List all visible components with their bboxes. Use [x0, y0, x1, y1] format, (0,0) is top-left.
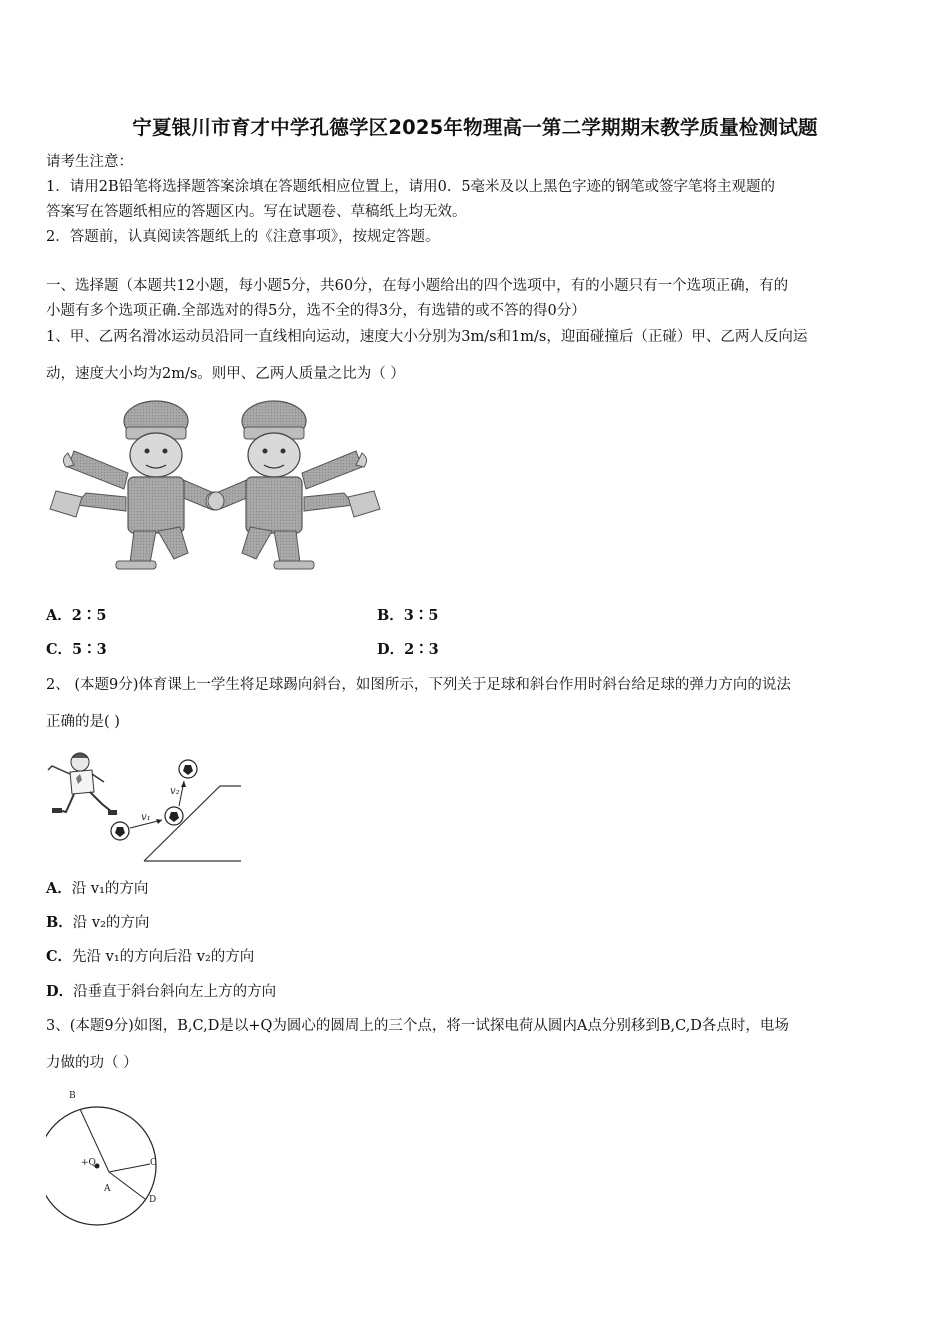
notice-line-3: 2．答题前，认真阅读答题纸上的《注意事项》，按规定答题。	[46, 229, 440, 245]
q2-option-c-key: C．	[46, 948, 73, 965]
q2-option-b	[46, 913, 149, 933]
q1-option-c-text: 5∶3	[72, 641, 107, 658]
label-b: B	[69, 1091, 76, 1101]
notice-line-2: 答案写在答题纸相应的答题区内。写在试题卷、草稿纸上均无效。	[46, 204, 467, 220]
q2-option-a-text: 沿 v₁的方向	[71, 881, 149, 897]
q2-option-d-text: 沿垂直于斜台斜向左上方的方向	[73, 984, 277, 1000]
section-line-2: 小题有多个选项正确.全部选对的得5分，选不全的得3分，有选错的或不答的得0分）	[46, 303, 586, 319]
q1-stem-line-2: 动，速度大小均为2m/s。则甲、乙两人质量之比为（ ）	[46, 366, 405, 382]
label-c: C	[150, 1158, 157, 1168]
q3-stem-line-1: 3、(本题9分)如图，B,C,D是以+Q为圆心的圆周上的三个点，将一试探电荷从圆内A点分别移到B,C,D各点时，电场	[46, 1018, 789, 1034]
q2-option-b-key: B．	[46, 914, 73, 931]
q1-option-a-text: 2∶5	[71, 607, 107, 624]
q3-stem-line-2: 力做的功（ ）	[46, 1055, 138, 1071]
circle-figure	[46, 1088, 166, 1230]
q2-stem-line-1: 2、 (本题9分)体育课上一学生将足球踢向斜台，如图所示，下列关于足球和斜台作用时斜台给足球的弹力方向的说法	[46, 677, 791, 693]
q1-option-b	[377, 606, 438, 626]
q1-option-b-text: 3∶5	[403, 607, 439, 624]
line-a-to-c	[109, 1164, 150, 1172]
q1-option-a	[46, 606, 106, 626]
v1-label: v₁	[141, 812, 151, 823]
skater-right	[208, 401, 380, 569]
q2-option-a	[46, 879, 148, 899]
q2-option-c	[46, 947, 254, 967]
skater-left	[50, 401, 222, 569]
q2-option-a-key: A．	[46, 880, 72, 897]
skaters-figure	[46, 393, 384, 581]
ramp-figure	[44, 748, 244, 866]
q2-option-d	[46, 982, 276, 1002]
q2-stem-line-2: 正确的是( )	[46, 714, 120, 730]
section-line-1: 一、选择题（本题共12小题，每小题5分，共60分，在每小题给出的四个选项中，有的小题只有一个选项正确，有的	[46, 278, 789, 294]
football-1	[111, 822, 129, 840]
notice-heading: 请考生注意：	[46, 154, 133, 170]
q2-option-c-text: 先沿 v₁的方向后沿 v₂的方向	[72, 949, 255, 965]
ramp-outline	[144, 786, 241, 861]
q1-option-c	[46, 640, 107, 660]
label-a: A	[104, 1184, 111, 1194]
q1-option-d-text: 2∶3	[404, 641, 439, 658]
label-d: D	[149, 1195, 157, 1205]
line-a-to-d	[109, 1172, 145, 1199]
q1-option-c-key: C．	[46, 641, 73, 658]
q1-stem-line-1: 1、甲、乙两名滑冰运动员沿同一直线相向运动，速度大小分别为3m/s和1m/s，迎面碰撞后（正碰）甲、乙两人反向运	[46, 329, 808, 345]
q2-option-d-key: D．	[46, 983, 74, 1000]
q1-option-d-key: D．	[377, 641, 405, 658]
label-plus-q: +Q	[81, 1158, 96, 1168]
kicking-student	[48, 753, 117, 815]
football-3	[179, 760, 197, 778]
notice-line-1: 1．请用2B铅笔将选择题答案涂填在答题纸相应位置上，请用0．5毫米及以上黑色字迹的钢笔或签字笔将主观题的	[46, 179, 776, 195]
football-2	[165, 807, 183, 825]
q1-option-d	[377, 640, 439, 660]
page-title: 宁夏银川市育才中学孔德学区2025年物理高一第二学期期末教学质量检测试题	[132, 116, 818, 139]
q2-option-b-text: 沿 v₂的方向	[72, 915, 150, 931]
q1-option-a-key: A．	[46, 607, 72, 624]
v2-label: v₂	[170, 786, 180, 797]
q1-option-b-key: B．	[377, 607, 404, 624]
